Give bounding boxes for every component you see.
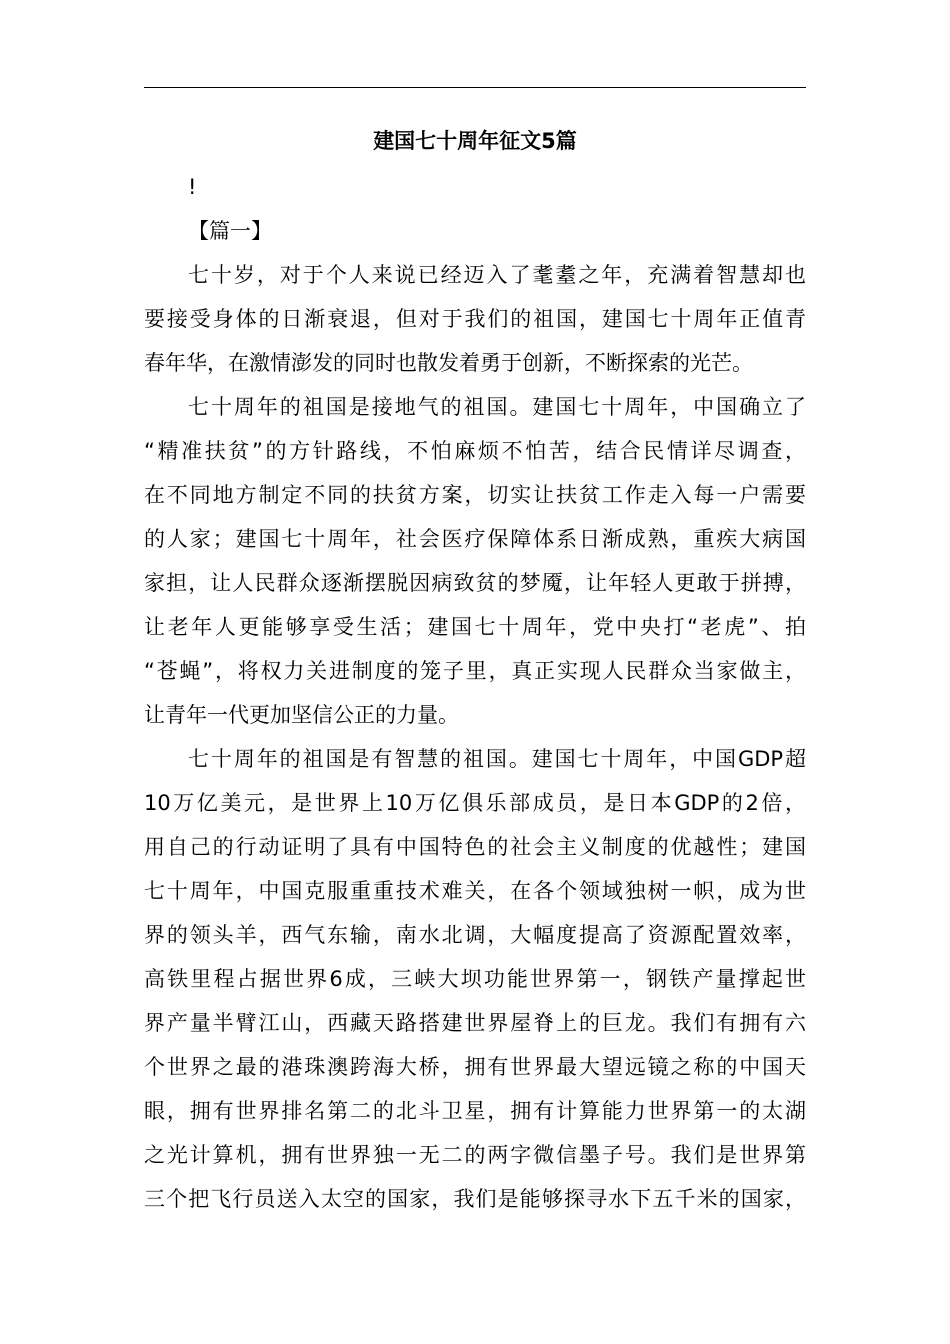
paragraph-line: 10万亿美元，是世界上10万亿俱乐部成员，是日本GDP的2倍， [144,791,806,815]
section-heading: 【篇一】 [188,219,272,243]
paragraph-line: 的人家；建国七十周年，社会医疗保障体系日渐成熟，重疾大病国 [144,527,806,551]
document-title: 建国七十周年征文5篇 [373,129,577,153]
paragraph-line: 家担，让人民群众逐渐摆脱因病致贫的梦魇，让年轻人更敢于拼搏， [144,571,806,595]
exclamation-mark: ! [188,175,197,199]
header-rule [144,87,806,88]
paragraph-1 [144,253,806,385]
paragraph-line: “苍蝇”，将权力关进制度的笼子里，真正实现人民群众当家做主， [144,659,806,683]
paragraph-3 [144,737,806,1221]
paragraph-line: 在不同地方制定不同的扶贫方案，切实让扶贫工作走入每一户需要 [144,483,806,507]
paragraph-line: 眼，拥有世界排名第二的北斗卫星，拥有计算能力世界第一的太湖 [144,1099,806,1123]
paragraph-line: 让青年一代更加坚信公正的力量。 [144,703,459,727]
paragraph-line: 七十周年的祖国是接地气的祖国。建国七十周年，中国确立了 [188,395,806,419]
paragraph-line: 三个把飞行员送入太空的国家，我们是能够探寻水下五千米的国家， [144,1187,806,1211]
paragraph-line: 用自己的行动证明了具有中国特色的社会主义制度的优越性；建国 [144,835,806,859]
paragraph-line: 界产量半臂江山，西藏天路搭建世界屋脊上的巨龙。我们有拥有六 [144,1011,806,1035]
paragraph-2 [144,385,806,737]
paragraph-line: 之光计算机，拥有世界独一无二的两字微信墨子号。我们是世界第 [144,1143,806,1167]
paragraph-line: “精准扶贫”的方针路线，不怕麻烦不怕苦，结合民情详尽调查， [144,439,806,463]
paragraph-line: 七十周年，中国克服重重技术难关，在各个领域独树一帜，成为世 [144,879,806,903]
paragraph-line: 要接受身体的日渐衰退，但对于我们的祖国，建国七十周年正值青 [144,307,806,331]
paragraph-line: 让老年人更能够享受生活；建国七十周年，党中央打“老虎”、拍 [144,615,806,639]
paragraph-line: 界的领头羊，西气东输，南水北调，大幅度提高了资源配置效率， [144,923,806,947]
paragraph-line: 个世界之最的港珠澳跨海大桥，拥有世界最大望远镜之称的中国天 [144,1055,806,1079]
paragraph-line: 七十岁，对于个人来说已经迈入了耄耋之年，充满着智慧却也 [188,263,806,287]
paragraph-line: 七十周年的祖国是有智慧的祖国。建国七十周年，中国GDP超 [188,747,806,771]
paragraph-line: 高铁里程占据世界6成，三峡大坝功能世界第一，钢铁产量撑起世 [144,967,806,991]
document-body [144,165,806,1221]
paragraph-line: 春年华，在激情澎发的同时也散发着勇于创新，不断探索的光芒。 [144,351,753,375]
